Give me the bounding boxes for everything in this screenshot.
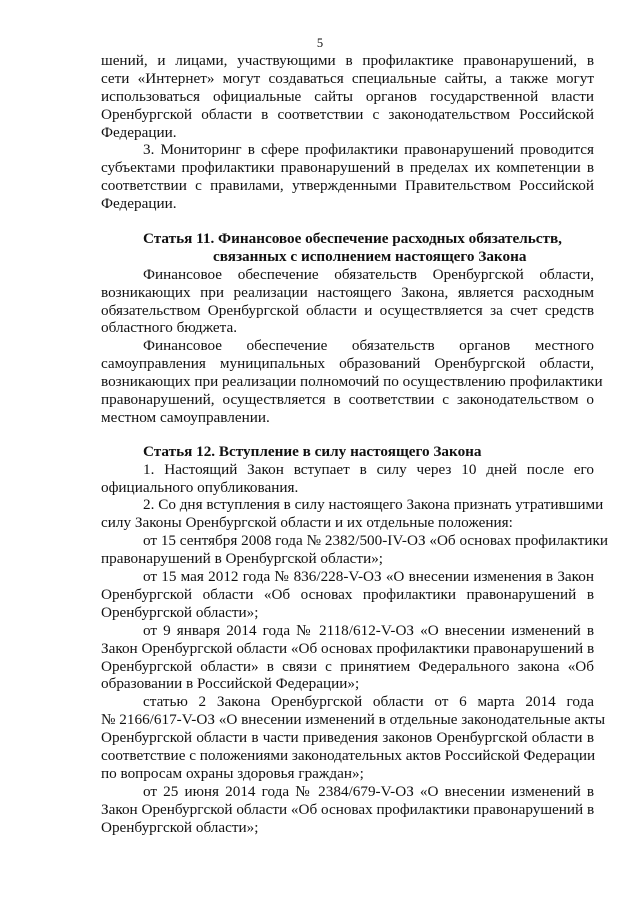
text-line: самоуправления муниципальных образований Оренбургской области,: [101, 355, 594, 373]
text-line: Финансовое обеспечение обязательств органов местного: [143, 337, 594, 355]
page-number: 5: [316, 36, 324, 50]
text-line: Закон Оренбургской области «Об основах профилактики правонарушений в: [101, 639, 595, 657]
text-line: Оренбургской области «Об основах профилактики правонарушений в: [101, 585, 594, 603]
text-line: 1. Настоящий Закон вступает в силу через 10 дней после его: [143, 460, 594, 478]
text-line: обязательством Оренбургской области и осуществляется за счет средств: [101, 301, 594, 319]
text-line: от 25 июня 2014 года № 2384/679-V-ОЗ «О внесении изменений в: [143, 782, 594, 800]
text-line: сети «Интернет» могут создаваться специальные сайты, а также могут: [101, 69, 594, 87]
text-line: соответствие с положениями законодательных актов Российской Федерации: [101, 746, 596, 764]
text-line: субъектами профилактики правонарушений в пределах их компетенции в: [101, 159, 594, 177]
article-heading-line: Статья 11. Финансовое обеспечение расходных обязательств,: [143, 230, 562, 248]
text-line: 3. Мониторинг в сфере профилактики правонарушений проводится: [143, 141, 594, 159]
text-line: Оренбургской области в соответствии с законодательством Российской: [101, 105, 594, 123]
text-line: Оренбургской области»;: [101, 603, 259, 621]
text-line: от 15 мая 2012 года № 836/228-V-ОЗ «О внесении изменения в Закон: [143, 568, 594, 586]
text-line: образовании в Российской Федерации»;: [101, 675, 360, 693]
article-heading-line: Статья 12. Вступление в силу настоящего Закона: [143, 442, 482, 460]
text-line: № 2166/617-V-ОЗ «О внесении изменений в отдельные законодательные акты: [101, 711, 606, 729]
text-line: официального опубликования.: [101, 478, 299, 496]
text-line: от 9 января 2014 года № 2118/612-V-ОЗ «О внесении изменений в: [143, 621, 594, 639]
text-line: Оренбургской области в части приведения законов Оренбургской области в: [101, 729, 594, 747]
text-line: возникающих при реализации полномочий по осуществлению профилактики: [101, 373, 603, 391]
text-line: соответствии с правилами, утвержденными Правительством Российской: [101, 177, 594, 195]
text-line: использоваться официальные сайты органов государственной власти: [101, 87, 594, 105]
text-line: областного бюджета.: [101, 319, 238, 337]
text-line: от 15 сентября 2008 года № 2382/500-IV-ОЗ «Об основах профилактики: [143, 532, 609, 550]
paragraph-gap: [101, 213, 594, 230]
text-line: Федерации.: [101, 195, 177, 213]
text-line: шений, и лицами, участвующими в профилактике правонарушений, в: [101, 52, 594, 69]
text-line: по вопросам охраны здоровья граждан»;: [101, 764, 364, 782]
paragraph-gap: [101, 427, 594, 443]
text-line: Финансовое обеспечение обязательств Оренбургской области,: [143, 265, 594, 283]
text-line: Федерации.: [101, 123, 177, 141]
text-line: местном самоуправлении.: [101, 408, 270, 426]
text-line: Оренбургской области» в связи с принятием Федерального закона «Об: [101, 657, 594, 675]
article-heading-line: связанных с исполнением настоящего Закона: [213, 247, 527, 265]
text-line: Закон Оренбургской области «Об основах профилактики правонарушений в: [101, 800, 595, 818]
text-line: статью 2 Закона Оренбургской области от 6 марта 2014 года: [143, 693, 594, 711]
text-line: силу Законы Оренбургской области и их отдельные положения:: [101, 514, 513, 532]
text-line: правонарушений, осуществляется в соответствии с законодательством о: [101, 391, 594, 409]
text-line: 2. Со дня вступления в силу настоящего Закона признать утратившими: [143, 496, 604, 514]
text-line: Оренбургской области»;: [101, 818, 259, 836]
text-line: правонарушений в Оренбургской области»;: [101, 550, 384, 568]
document-body: [101, 52, 609, 836]
text-line: возникающих при реализации настоящего Закона, является расходным: [101, 283, 594, 301]
